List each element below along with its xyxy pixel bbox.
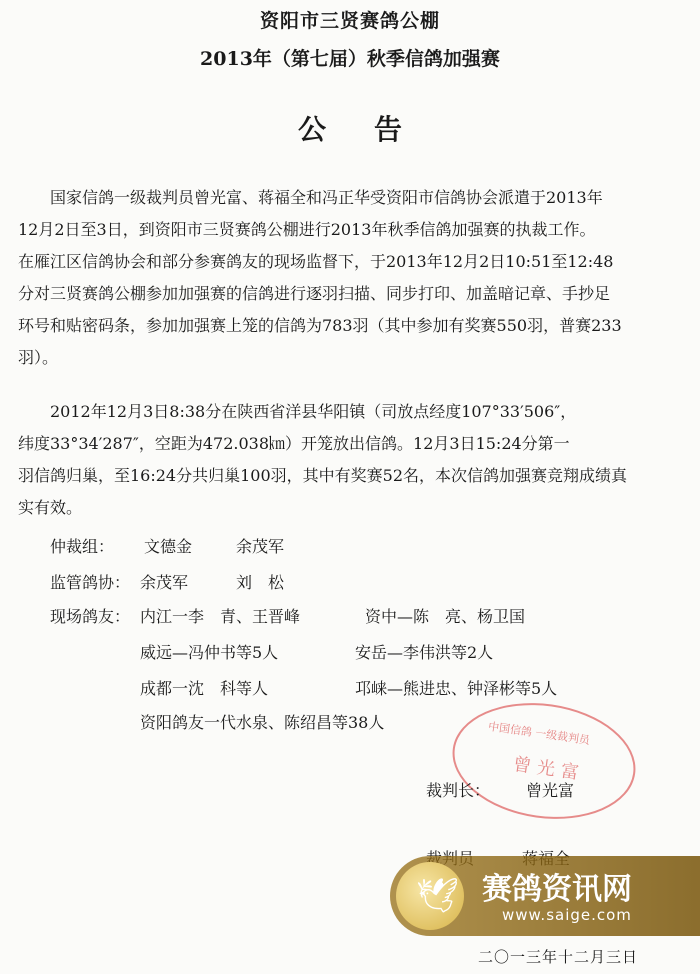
onsite-member: 威远—冯仲书等5人	[140, 643, 279, 662]
supervision-name: 余茂军	[140, 573, 189, 592]
pigeon-logo-icon	[396, 862, 464, 930]
paragraph-line: 国家信鸽一级裁判员曾光富、蒋福全和冯正华受资阳市信鸽协会派遣于2013年	[18, 188, 603, 207]
document-date: 二〇一三年十二月三日	[478, 948, 639, 966]
paragraph-line: 羽信鸽归巢，至16:24分共归巢100羽，其中有奖赛52名，本次信鸽加强赛竞翔成绩真	[18, 466, 628, 485]
supervision-label: 监管鸽协：	[50, 573, 131, 592]
paragraph-line: 在雁江区信鸽协会和部分参赛鸽友的现场监督下，于2013年12月2日10:51至12:48	[18, 252, 614, 271]
stamp-name: 曾光富	[511, 753, 587, 785]
official-seal-stamp	[445, 692, 643, 830]
arbitration-label: 仲裁组：	[50, 537, 115, 556]
paragraph-line: 12月2日至3日，到资阳市三贤赛鸽公棚进行2013年秋季信鸽加强赛的执裁工作。	[18, 220, 596, 239]
paragraph-line: 2012年12月3日8:38分在陕西省洋县华阳镇（司放点经度107°33′506″，	[18, 402, 577, 421]
arbitration-name: 余茂军	[236, 537, 285, 556]
document-title-line2: 2013年（第七届）秋季信鸽加强赛	[200, 48, 500, 70]
announcement-heading: 公告	[297, 113, 450, 146]
stamp-text: 中国信鸽 一级裁判员	[487, 719, 591, 748]
onsite-label: 现场鸽友：	[50, 607, 131, 626]
paragraph-2	[18, 396, 700, 524]
onsite-member: 内江一李 青、王晋峰	[140, 607, 301, 626]
paragraph-line: 实有效。	[18, 498, 83, 517]
onsite-member: 邛崃—熊进忠、钟泽彬等5人	[355, 679, 558, 698]
arbitration-name: 文德金	[144, 537, 193, 556]
onsite-member: 安岳—李伟洪等2人	[355, 643, 494, 662]
onsite-member: 资中—陈 亮、杨卫国	[365, 607, 526, 626]
pigeon-icon: 🕊	[416, 876, 460, 916]
watermark-title: 赛鸽资讯网	[482, 872, 632, 907]
referee-label: 裁判长：	[426, 781, 491, 800]
onsite-member: 成都一沈 科等人	[140, 679, 269, 698]
site-watermark-logo	[390, 856, 700, 936]
paragraph-line: 环号和贴密码条，参加加强赛上笼的信鸽为783羽（其中参加有奖赛550羽，普赛233	[18, 316, 622, 335]
paragraph-line: 羽）。	[18, 348, 59, 367]
onsite-member: 资阳鸽友一代水泉、陈绍昌等38人	[140, 713, 385, 732]
paragraph-1	[18, 182, 700, 374]
referee-name: 曾光富	[526, 781, 575, 800]
paragraph-line: 纬度33°34′287″，空距为472.038㎞）开笼放出信鸽。12月3日15:24分第一	[18, 434, 570, 453]
paragraph-line: 分对三贤赛鸽公棚参加加强赛的信鸽进行逐羽扫描、同步打印、加盖暗记章、手抄足	[18, 284, 611, 303]
document-title-line1: 资阳市三贤赛鸽公棚	[259, 10, 440, 32]
supervision-name: 刘 松	[236, 573, 285, 592]
watermark-url: www.saige.com	[502, 906, 632, 924]
